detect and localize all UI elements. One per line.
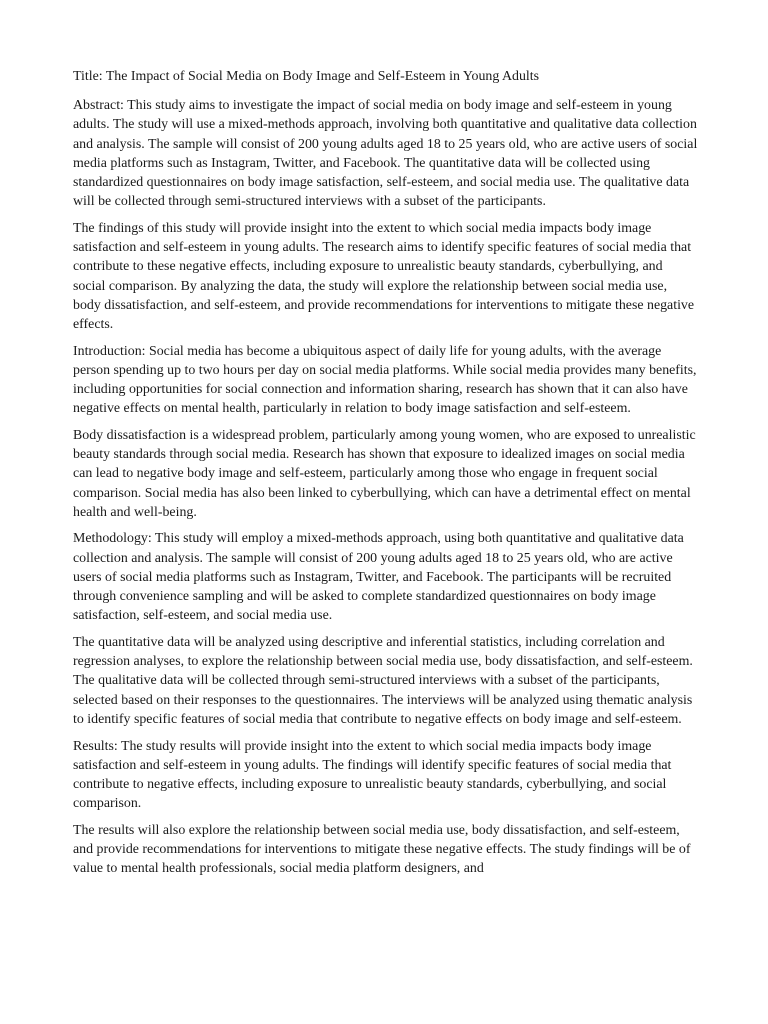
findings-paragraph: The findings of this study will provide insight into the extent to which social media impacts body image satisfaction and self-esteem in young adults. The research aims to identify specific features of social media that contribute to these negative effects, including exposure to unrealistic beauty standards, cyberbullying, and social comparison. By analyzing the data, the study will explore the relationship between social media use, body dissatisfaction, and self-esteem, and provide recommendations for interventions to mitigate these negative effects.	[73, 220, 695, 332]
results-paragraph: Results: The study results will provide insight into the extent to which social media impacts body image satisfaction and self-esteem in young adults. The findings will identify specific features of social media that contribute to negative effects, including exposure to unrealistic beauty standards, cyberbullying, and social comparison.	[73, 738, 672, 812]
methodology-paragraph: Methodology: This study will employ a mixed-methods approach, using both quantitative and qualitative data collection and analysis. The sample will consist of 200 young adults aged 18 to 25 years old, who are active users of social media platforms such as Instagram, Twitter, and Facebook. The participants will be recruited through convenience sampling and will be asked to complete standardized questionnaires on body image satisfaction, self-esteem, and social media use.	[73, 531, 684, 624]
document-title: Title: The Impact of Social Media on Body Image and Self-Esteem in Young Adults	[73, 69, 540, 84]
document-page	[73, 67, 698, 1024]
abstract-paragraph: Abstract: This study aims to investigate the impact of social media on body image and self-esteem in young adults. The study will use a mixed-methods approach, involving both quantitative and qualitative data collection and analysis. The sample will consist of 200 young adults aged 18 to 25 years old, who are active users of social media platforms such as Instagram, Twitter, and Facebook. The quantitative data will be collected using standardized questionnaires on body image satisfaction, self-esteem, and social media use. The qualitative data will be collected through semi-structured interviews with a subset of the participants.	[73, 98, 698, 210]
results-continued-paragraph: The results will also explore the relationship between social media use, body dissatisfaction, and self-esteem, and provide recommendations for interventions to mitigate these negative effects. The study findings will be of value to mental health professionals, social media platform designers, and	[73, 822, 691, 877]
body-dissatisfaction-paragraph: Body dissatisfaction is a widespread problem, particularly among young women, who are exposed to unrealistic beauty standards through social media. Research has shown that exposure to idealized images on social media can lead to negative body image and self-esteem, particularly among those who engage in frequent social comparison. Social media has also been linked to cyberbullying, which can have a detrimental effect on mental health and well-being.	[73, 427, 696, 520]
analysis-paragraph: The quantitative data will be analyzed using descriptive and inferential statistics, including correlation and regression analyses, to explore the relationship between social media use, body dissatisfaction, and self-esteem. The qualitative data will be collected through semi-structured interviews with a subset of the participants, selected based on their responses to the questionnaires. The interviews will be analyzed using thematic analysis to identify specific features of social media that contribute to negative effects on body image and self-esteem.	[73, 634, 693, 727]
introduction-paragraph: Introduction: Social media has become a ubiquitous aspect of daily life for young adults, with the average person spending up to two hours per day on social media platforms. While social media provides many benefits, including opportunities for social connection and information sharing, research has shown that it can also have negative effects on mental health, particularly in relation to body image satisfaction and self-esteem.	[73, 343, 697, 417]
